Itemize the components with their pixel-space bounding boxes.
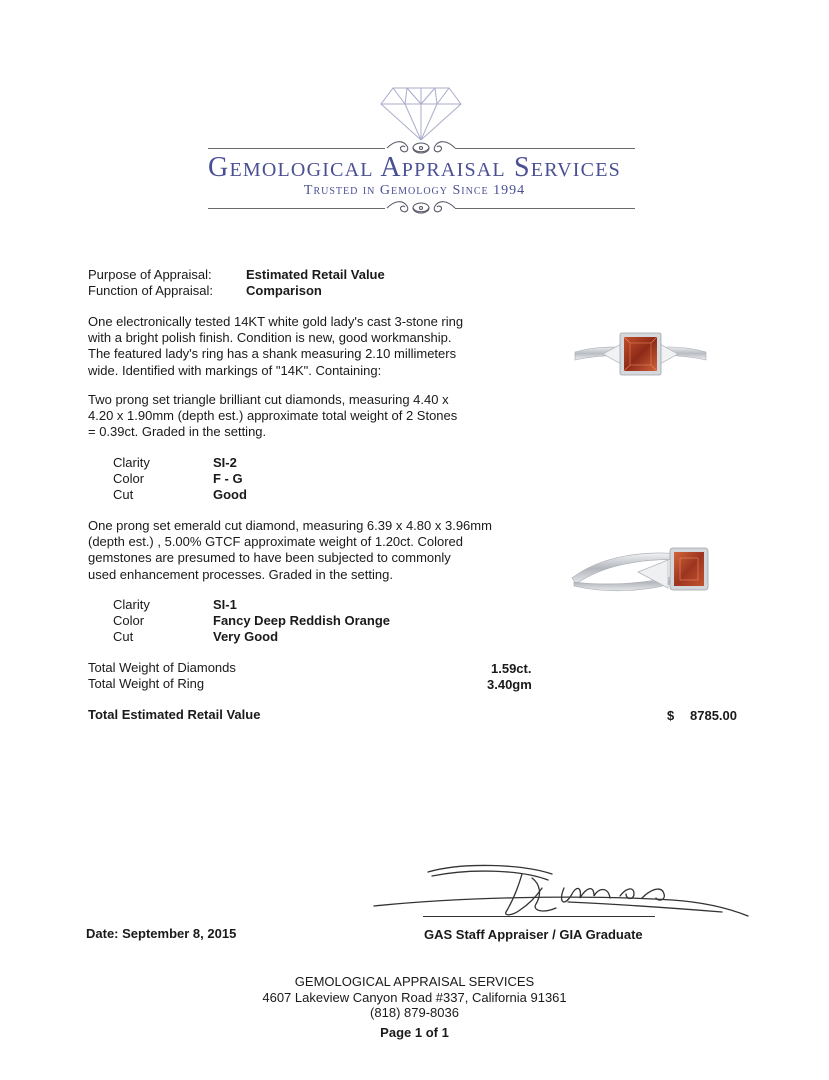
center-stone-description <box>88 518 498 583</box>
ring-description-line: The featured lady's ring has a shank measuring 2.10 millimeters <box>88 346 457 362</box>
grade2-cut-value: Very Good <box>213 629 279 644</box>
purpose-value: Estimated Retail Value <box>246 267 385 282</box>
header-rule-bottom-left <box>208 208 385 209</box>
ring-description <box>88 314 498 379</box>
purpose-label: Purpose of Appraisal: <box>88 267 212 282</box>
function-label: Function of Appraisal: <box>88 283 214 298</box>
side-stones-line: = 0.39ct. Graded in the setting. <box>88 424 267 440</box>
center-stone-line: gemstones are presumed to have been subjected to commonly <box>88 550 451 566</box>
total-ring-weight-label: Total Weight of Ring <box>88 676 205 691</box>
side-stones-line: 4.20 x 1.90mm (depth est.) approximate total weight of 2 Stones <box>88 408 458 424</box>
grade2-clarity-value: SI-1 <box>213 597 237 612</box>
ring-photo-top-view <box>573 330 708 380</box>
total-retail-value: 8785.00 <box>690 708 737 723</box>
total-ring-weight-value: 3.40gm <box>487 677 532 692</box>
grade1-color-label: Color <box>113 471 145 486</box>
grade1-cut-value: Good <box>213 487 247 502</box>
footer-company-name: GEMOLOGICAL APPRAISAL SERVICES <box>294 974 535 989</box>
header-rule-bottom-right <box>455 208 635 209</box>
side-stones-line: Two prong set triangle brilliant cut diamonds, measuring 4.40 x <box>88 392 449 407</box>
appraisal-date: Date: September 8, 2015 <box>86 926 237 941</box>
grade2-color-label: Color <box>113 613 145 628</box>
header-rule-top-right <box>455 148 635 149</box>
total-diamond-weight-label: Total Weight of Diamonds <box>88 660 236 675</box>
function-value: Comparison <box>246 283 322 298</box>
diamond-logo-icon <box>379 84 463 142</box>
center-stone-line: used enhancement processes. Graded in the setting. <box>88 566 393 582</box>
grade1-cut-label: Cut <box>113 487 134 502</box>
grade1-clarity-label: Clarity <box>113 455 150 470</box>
grade1-color-value: F - G <box>213 471 243 486</box>
signature-line <box>423 916 655 917</box>
grade2-cut-label: Cut <box>113 629 134 644</box>
currency-symbol: $ <box>667 708 675 723</box>
footer-phone: (818) 879-8036 <box>370 1005 459 1020</box>
appraiser-title: GAS Staff Appraiser / GIA Graduate <box>424 927 643 942</box>
ring-photo-side-view <box>568 538 714 608</box>
flourish-ornament-icon <box>385 198 457 218</box>
page-number: Page 1 of 1 <box>380 1025 449 1040</box>
ring-description-line: with a bright polish finish. Condition is new, good workmanship. <box>88 330 452 346</box>
grade2-clarity-label: Clarity <box>113 597 150 612</box>
footer-address: 4607 Lakeview Canyon Road #337, California 91361 <box>262 990 567 1005</box>
grade1-clarity-value: SI-2 <box>213 455 237 470</box>
ring-description-line: wide. Identified with markings of "14K". Containing: <box>88 362 382 378</box>
ring-description-line: One electronically tested 14KT white gold lady's cast 3-stone ring <box>88 314 464 329</box>
company-tagline: Trusted in Gemology Since 1994 <box>303 183 526 198</box>
center-stone-line: One prong set emerald cut diamond, measuring 6.39 x 4.80 x 3.96mm <box>88 518 492 533</box>
total-diamond-weight-value: 1.59ct. <box>491 661 532 676</box>
total-retail-value-label: Total Estimated Retail Value <box>88 707 261 722</box>
side-stones-description <box>88 392 498 441</box>
center-stone-line: (depth est.) , 5.00% GTCF approximate weight of 1.20ct. Colored <box>88 534 464 550</box>
company-name-heading: Gemological Appraisal Services <box>208 152 621 183</box>
header-rule-top-left <box>208 148 385 149</box>
appraiser-signature <box>372 858 752 924</box>
grade2-color-value: Fancy Deep Reddish Orange <box>213 613 390 628</box>
